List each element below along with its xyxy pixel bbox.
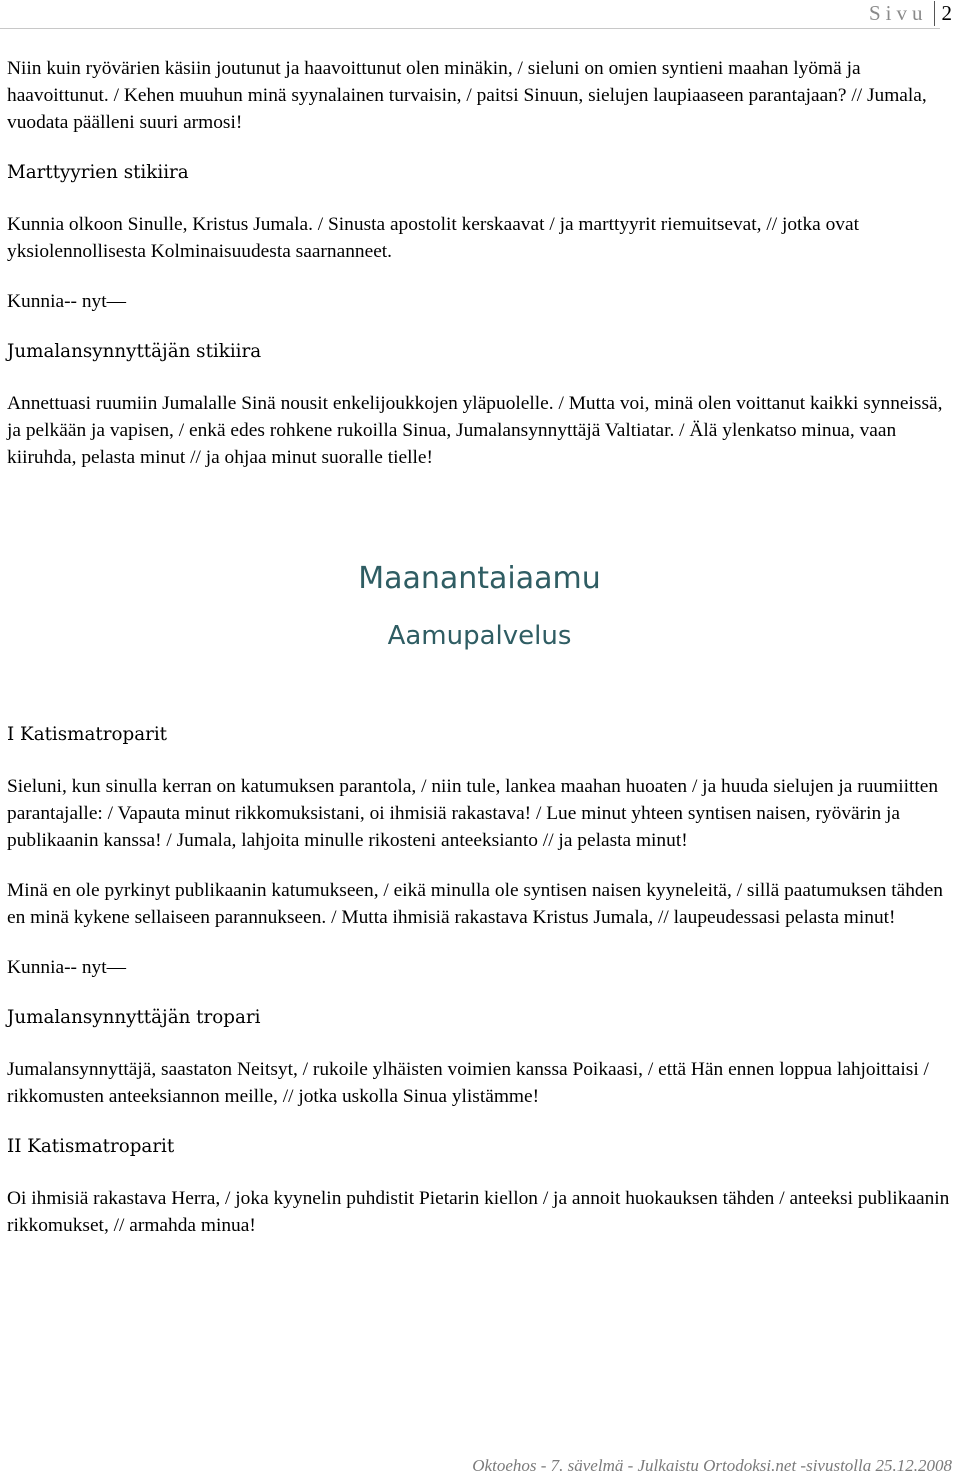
section-heading: Jumalansynnyttäjän tropari [7,1007,261,1028]
page-label: Sivu [868,0,928,25]
paragraph: Oi ihmisiä rakastava Herra, / joka kyynelin puhdistit Pietarin kiellon / ja annoit huokauksen tähden / anteeksi publikaanin rikkomukset, // armahda minua! [7,1188,950,1236]
section-heading: II Katismatroparit [7,1136,175,1157]
section-heading: Jumalansynnyttäjän stikiira [7,341,262,362]
page-number: 2 [934,1,953,26]
paragraph: Sieluni, kun sinulla kerran on katumuksen parantola, / niin tule, lankea maahan huoaten / ja huuda sielujen ja ruumiitten parantajalle: / Vapauta minut rikkomuksistani, oi ihmisiä rakastava! / Lue minut yhteen syntisen naisen, ryövärin ja publikaanin kanssa! / Jumala, lahjoita minulle rikosteni anteeksianto // ja pelasta minut! [7,776,939,851]
page-header [869,0,952,26]
spacer [7,653,952,721]
paragraph: Jumalansynnyttäjä, saastaton Neitsyt, / rukoile ylhäisten voimien kanssa Poikaasi, / että Hän ennen loppua lahjoittaisi / rikkomusten anteeksiannon meille, // jotka uskolla Sinua ylistämme! [7,1059,929,1107]
section-heading: I Katismatroparit [7,724,168,745]
spacer [7,494,952,559]
service-title: Maanantaiaamu [358,561,601,596]
service-subtitle: Aamupalvelus [387,621,572,651]
page-footer: Oktoehos - 7. sävelmä - Julkaistu Ortodoksi.net -sivustolla 25.12.2008 [472,1456,952,1475]
paragraph: Annettuasi ruumiin Jumalalle Sinä nousit enkelijoukkojen yläpuolelle. / Mutta voi, minä olen voittanut kaikki synneissä, ja pelkään ja vapisen, / enkä edes rohkene rukoilla Sinua, Jumalansynnyttäjä Valtiatar. / Älä ylenkatso minua, vaan kiiruhda, pelasta minut // ja ohjaa minut suoralle tielle! [7,393,943,468]
section-heading: Marttyyrien stikiira [7,162,189,183]
doxology-line: Kunnia-- nyt— [7,291,127,312]
paragraph: Niin kuin ryövärien käsiin joutunut ja haavoittunut olen minäkin, / sieluni on omien syntieni maahan lyömä ja haavoittunut. / Kehen muuhun minä syynalainen turvaisin, / paitsi Sinuun, sielujen laupiaaseen parantajaan? // Jumala, vuodata päälleni suuri armosi! [7,58,927,133]
page-content [7,55,952,1262]
paragraph: Minä en ole pyrkinyt publikaanin katumukseen, / eikä minulla ole syntisen naisen kyyneleitä, / sillä paatumuksen tähden en minä kykene sellaiseen parannukseen. / Mutta ihmisiä rakastava Kristus Jumala, // laupeudessasi pelasta minut! [7,880,943,928]
header-divider [0,28,940,29]
doxology-line: Kunnia-- nyt— [7,957,127,978]
paragraph: Kunnia olkoon Sinulle, Kristus Jumala. / Sinusta apostolit kerskaavat / ja marttyyrit riemuitsevat, // jotka ovat yksiolennollisesta Kolminaisuudesta saarnanneet. [7,214,859,262]
